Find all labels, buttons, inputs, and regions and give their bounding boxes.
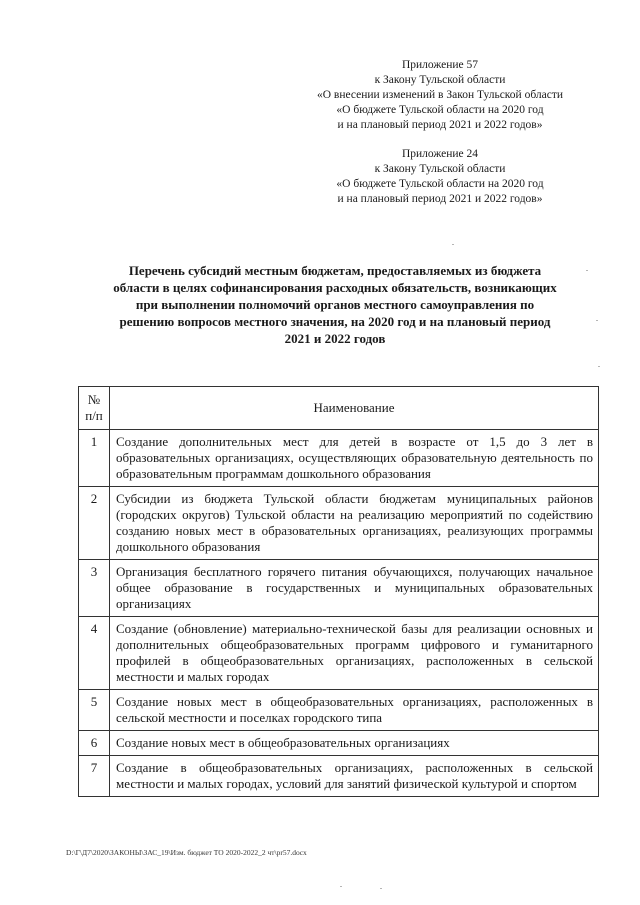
table-row [79,487,599,560]
appendix-24-line: и на плановый период 2021 и 2022 годов» [337,193,543,205]
table-row [79,560,599,617]
scan-speck [452,244,454,245]
scan-speck [586,270,588,271]
appendix-57-line: и на плановый период 2021 и 2022 годов» [337,119,543,131]
appendix-57-line: «О внесении изменений в Закон Тульской области [316,89,564,101]
appendix-24-line: Приложение 24 [401,148,479,160]
document-title-line: 2021 и 2022 годов [284,331,386,346]
row-number-cell: 5 [79,690,110,731]
subsidy-table [78,386,599,797]
document-title-line: области в целях софинансирования расходных обязательств, возникающих [113,280,557,295]
scan-speck [340,886,342,887]
column-header-number [79,387,110,430]
document-title-line: при выполнении полномочий органов местного самоуправления по [135,297,535,312]
table-row [79,731,599,756]
number-header-line: п/п [85,408,103,423]
column-header-name: Наименование [110,387,599,430]
row-name-cell: Организация бесплатного горячего питания обучающихся, получающих начальное общее образование в государственных и муниципальных образовательных организациях [110,560,599,617]
scan-speck [596,320,598,321]
row-name-cell: Субсидии из бюджета Тульской области бюджетам муниципальных районов (городских округов) Тульской области на реализацию мероприятий по содействию созданию новых мест в образовательных организациях, реализующих программы дошкольного образования [110,487,599,560]
row-name-cell: Создание новых мест в общеобразовательных организациях, расположенных в сельской местности и поселках городского типа [110,690,599,731]
appendix-57-line: к Закону Тульской области [374,74,506,86]
row-number-cell: 4 [79,617,110,690]
document-title-line: решению вопросов местного значения, на 2020 год и на плановый период [119,314,551,329]
row-name-cell: Создание в общеобразовательных организациях, расположенных в сельской местности и малых городах, условий для занятий физической культурой и спортом [110,756,599,797]
row-number-cell: 2 [79,487,110,560]
document-title-line: Перечень субсидий местным бюджетам, предоставляемых из бюджета [128,263,542,278]
appendix-57-line: «О бюджете Тульской области на 2020 год [336,104,544,116]
row-name-cell: Создание новых мест в общеобразовательных организациях [110,731,599,756]
table-row [79,690,599,731]
scan-speck [598,366,600,367]
row-number-cell: 6 [79,731,110,756]
scan-speck [380,888,382,889]
table-row [79,430,599,487]
row-number-cell: 3 [79,560,110,617]
row-number-cell: 1 [79,430,110,487]
row-number-cell: 7 [79,756,110,797]
appendix-24-line: «О бюджете Тульской области на 2020 год [336,178,544,190]
number-header-line: № [87,392,101,407]
table-row [79,617,599,690]
table-row [79,756,599,797]
row-name-cell: Создание дополнительных мест для детей в возрасте от 1,5 до 3 лет в образовательных организациях, осуществляющих образовательную деятельность по образовательным программам дошкольного образования [110,430,599,487]
footer-file-path: D:\Г\Д7\2020\ЗАКОНЫ\ЗАС_19\Изм. бюджет ТО 2020-2022_2 чт\pr57.docx [66,848,307,857]
appendix-57-line: Приложение 57 [401,59,479,71]
appendix-24-line: к Закону Тульской области [374,163,506,175]
row-name-cell: Создание (обновление) материально-технической базы для реализации основных и дополнительных общеобразовательных программ цифрового и гуманитарного профилей в общеобразовательных организациях, расположенных в сельской местности и малых городах [110,617,599,690]
appendix-57-header [290,58,590,133]
table-header-row [79,387,599,430]
document-title [70,262,600,347]
appendix-24-header [290,147,590,207]
